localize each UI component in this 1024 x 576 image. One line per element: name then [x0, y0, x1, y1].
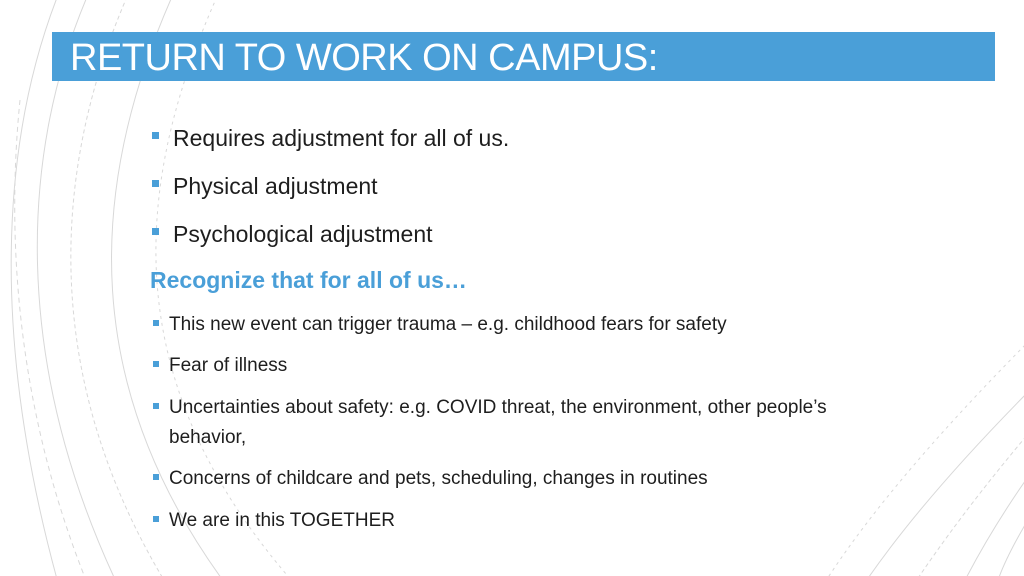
bullet-item-2 [152, 171, 378, 201]
sub-bullet-item-2 [153, 351, 287, 381]
bullet-text: Fear of illness [169, 355, 288, 376]
square-bullet-icon [152, 228, 159, 235]
bullet-text: Uncertainties about safety: e.g. COVID threat, the environment, other people’s behavior, [169, 397, 827, 448]
subheading: Recognize that for all of us… [150, 267, 467, 293]
sub-bullet-item-5 [153, 506, 395, 536]
bullet-text: We are in this TOGETHER [169, 510, 395, 531]
bullet-text: Psychological adjustment [173, 221, 433, 247]
bullet-item-1 [152, 123, 509, 153]
sub-bullet-item-1 [153, 310, 727, 340]
slide-title: RETURN TO WORK ON CAMPUS: [70, 37, 658, 79]
bullet-text: This new event can trigger trauma – e.g. childhood fears for safety [169, 314, 727, 335]
bullet-text: Requires adjustment for all of us. [173, 125, 510, 151]
sub-bullet-item-3 [153, 393, 873, 453]
square-bullet-icon [153, 320, 159, 326]
bullet-text: Physical adjustment [173, 173, 378, 199]
square-bullet-icon [153, 403, 159, 409]
square-bullet-icon [152, 132, 159, 139]
square-bullet-icon [153, 361, 159, 367]
square-bullet-icon [153, 516, 159, 522]
square-bullet-icon [152, 180, 159, 187]
sub-bullet-item-4 [153, 464, 708, 494]
square-bullet-icon [153, 474, 159, 480]
bullet-text: Concerns of childcare and pets, scheduling, changes in routines [169, 468, 708, 489]
bullet-item-3 [152, 219, 433, 249]
